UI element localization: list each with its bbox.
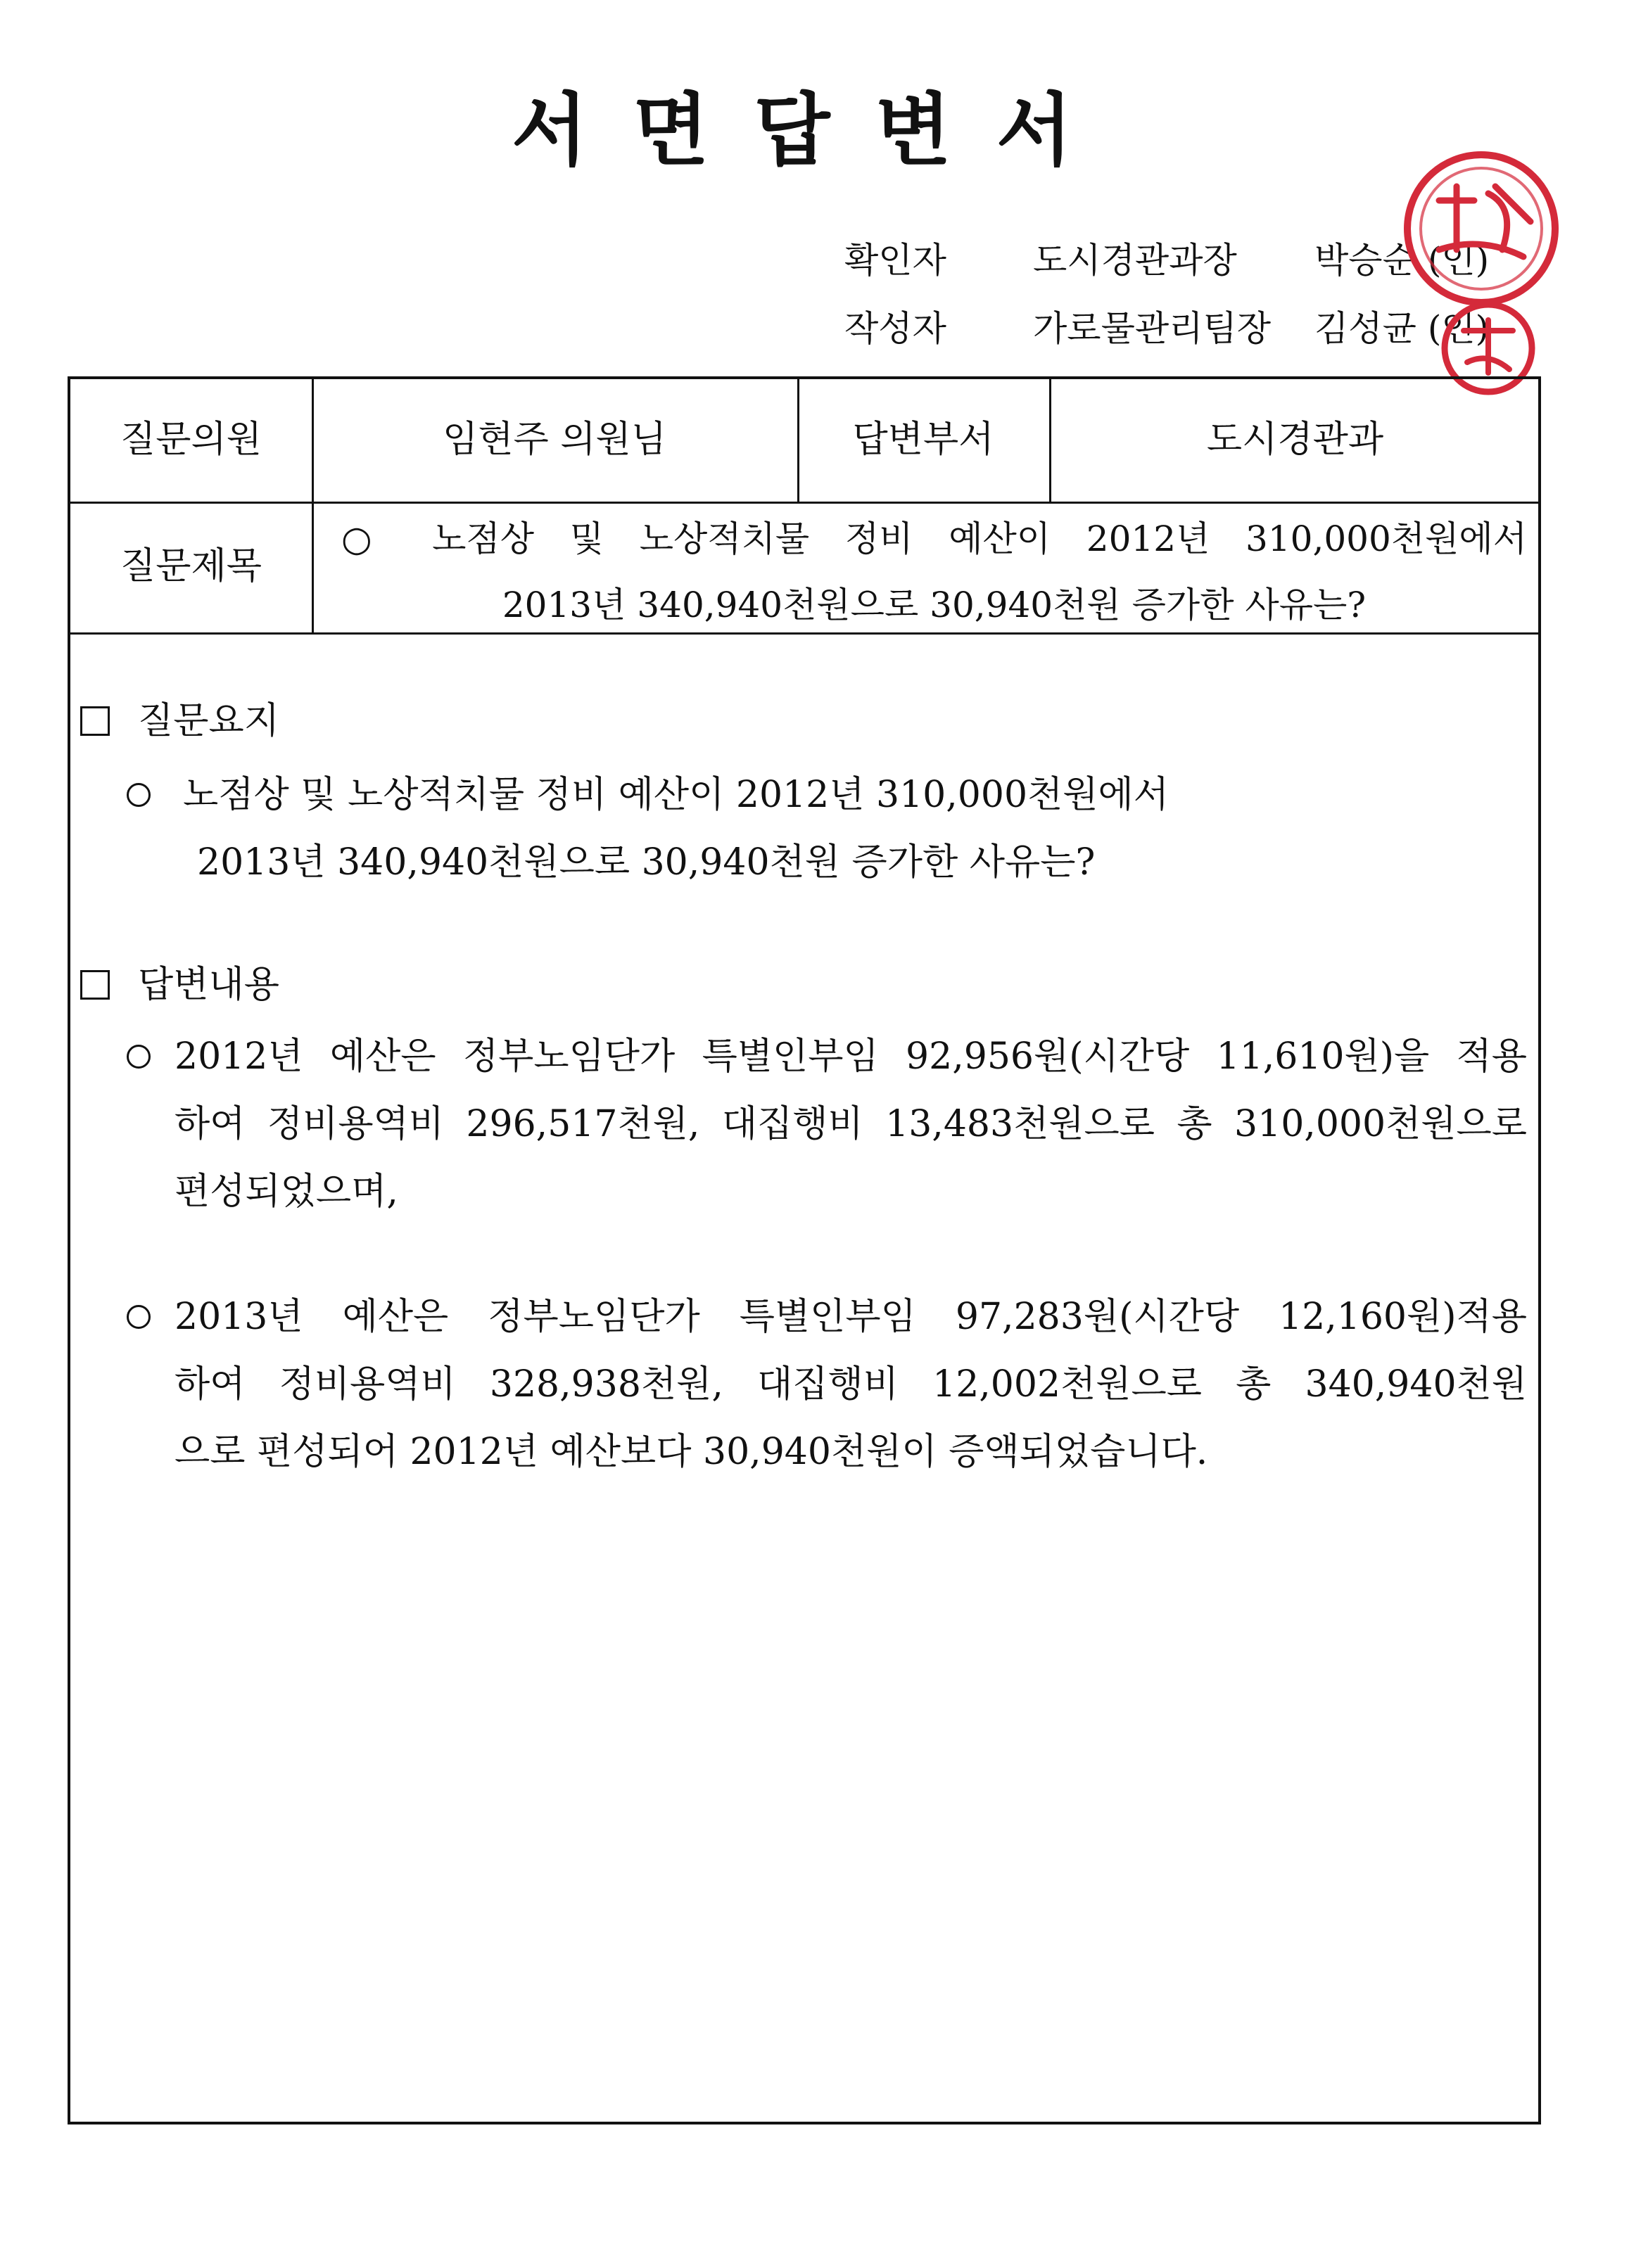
circle-bullet-icon bbox=[127, 1045, 151, 1069]
summary-line-1: 노점상 및 노상적치물 정비 예산이 2012년 310,000천원에서 bbox=[183, 774, 1169, 816]
answer-p1-line-1: 2012년 예산은 정부노임단가 특별인부임 92,956원(시간당 11,610원)을 적용 bbox=[175, 1036, 1527, 1078]
answer-p1-line-3: 편성되었으며, bbox=[175, 1171, 398, 1213]
circle-bullet-icon bbox=[127, 1305, 151, 1329]
answer-p2-line-2: 하여 정비용역비 328,938천원, 대집행비 12,002천원으로 총 340,940천원 bbox=[175, 1363, 1527, 1406]
subject-line-1: ○ 노점상 및 노상적치물 정비 예산이 2012년 310,000천원에서 bbox=[341, 518, 1527, 559]
author-name-text: 김성균 bbox=[1314, 308, 1416, 349]
confirm-seal-mark: (인) bbox=[1427, 240, 1490, 281]
summary-line-2: 2013년 340,940천원으로 30,940천원 증가한 사유는? bbox=[197, 841, 1096, 884]
questioner-value: 임현주 의원님 bbox=[443, 419, 666, 461]
subject-value bbox=[341, 506, 1527, 638]
answer-p2-line-1: 2013년 예산은 정부노임단가 특별인부임 97,283원(시간당 12,160원)적용 bbox=[175, 1296, 1527, 1338]
subject-label: 질문제목 bbox=[120, 545, 262, 588]
author-seal-mark: (인) bbox=[1427, 308, 1490, 349]
checkbox-square-icon bbox=[80, 970, 110, 1000]
author-dept: 가로물관리팀장 bbox=[1033, 308, 1272, 349]
answer-form bbox=[68, 376, 1541, 2124]
subject-line-2: 2013년 340,940천원으로 30,940천원 증가한 사유는? bbox=[502, 585, 1367, 625]
confirm-label: 확인자 bbox=[844, 240, 946, 281]
answer-paragraph-1 bbox=[127, 1026, 1527, 1237]
dept-label: 답변부서 bbox=[852, 419, 994, 461]
questioner-label: 질문의원 bbox=[120, 419, 262, 461]
summary-paragraph bbox=[127, 765, 1323, 905]
dept-value: 도시경관과 bbox=[1206, 419, 1384, 461]
answer-heading bbox=[80, 964, 279, 1006]
summary-heading-text: 질문요지 bbox=[138, 700, 279, 742]
confirm-dept: 도시경관과장 bbox=[1033, 240, 1237, 281]
checkbox-square-icon bbox=[80, 706, 110, 736]
answer-p2-line-3: 으로 편성되어 2012년 예산보다 30,940천원이 증액되었습니다. bbox=[175, 1431, 1208, 1473]
answer-p1-line-2: 하여 정비용역비 296,517천원, 대집행비 13,483천원으로 총 310,000천원으로 bbox=[175, 1103, 1527, 1145]
document-title: 서면답변서 bbox=[512, 84, 1117, 177]
confirm-name-text: 박승순 bbox=[1314, 240, 1416, 281]
circle-bullet-icon bbox=[127, 783, 151, 807]
confirm-seal-stamp bbox=[1397, 144, 1566, 313]
answer-heading-text: 답변내용 bbox=[138, 964, 279, 1006]
answer-paragraph-2 bbox=[127, 1287, 1527, 1498]
summary-heading bbox=[80, 700, 279, 742]
author-label: 작성자 bbox=[844, 308, 946, 349]
